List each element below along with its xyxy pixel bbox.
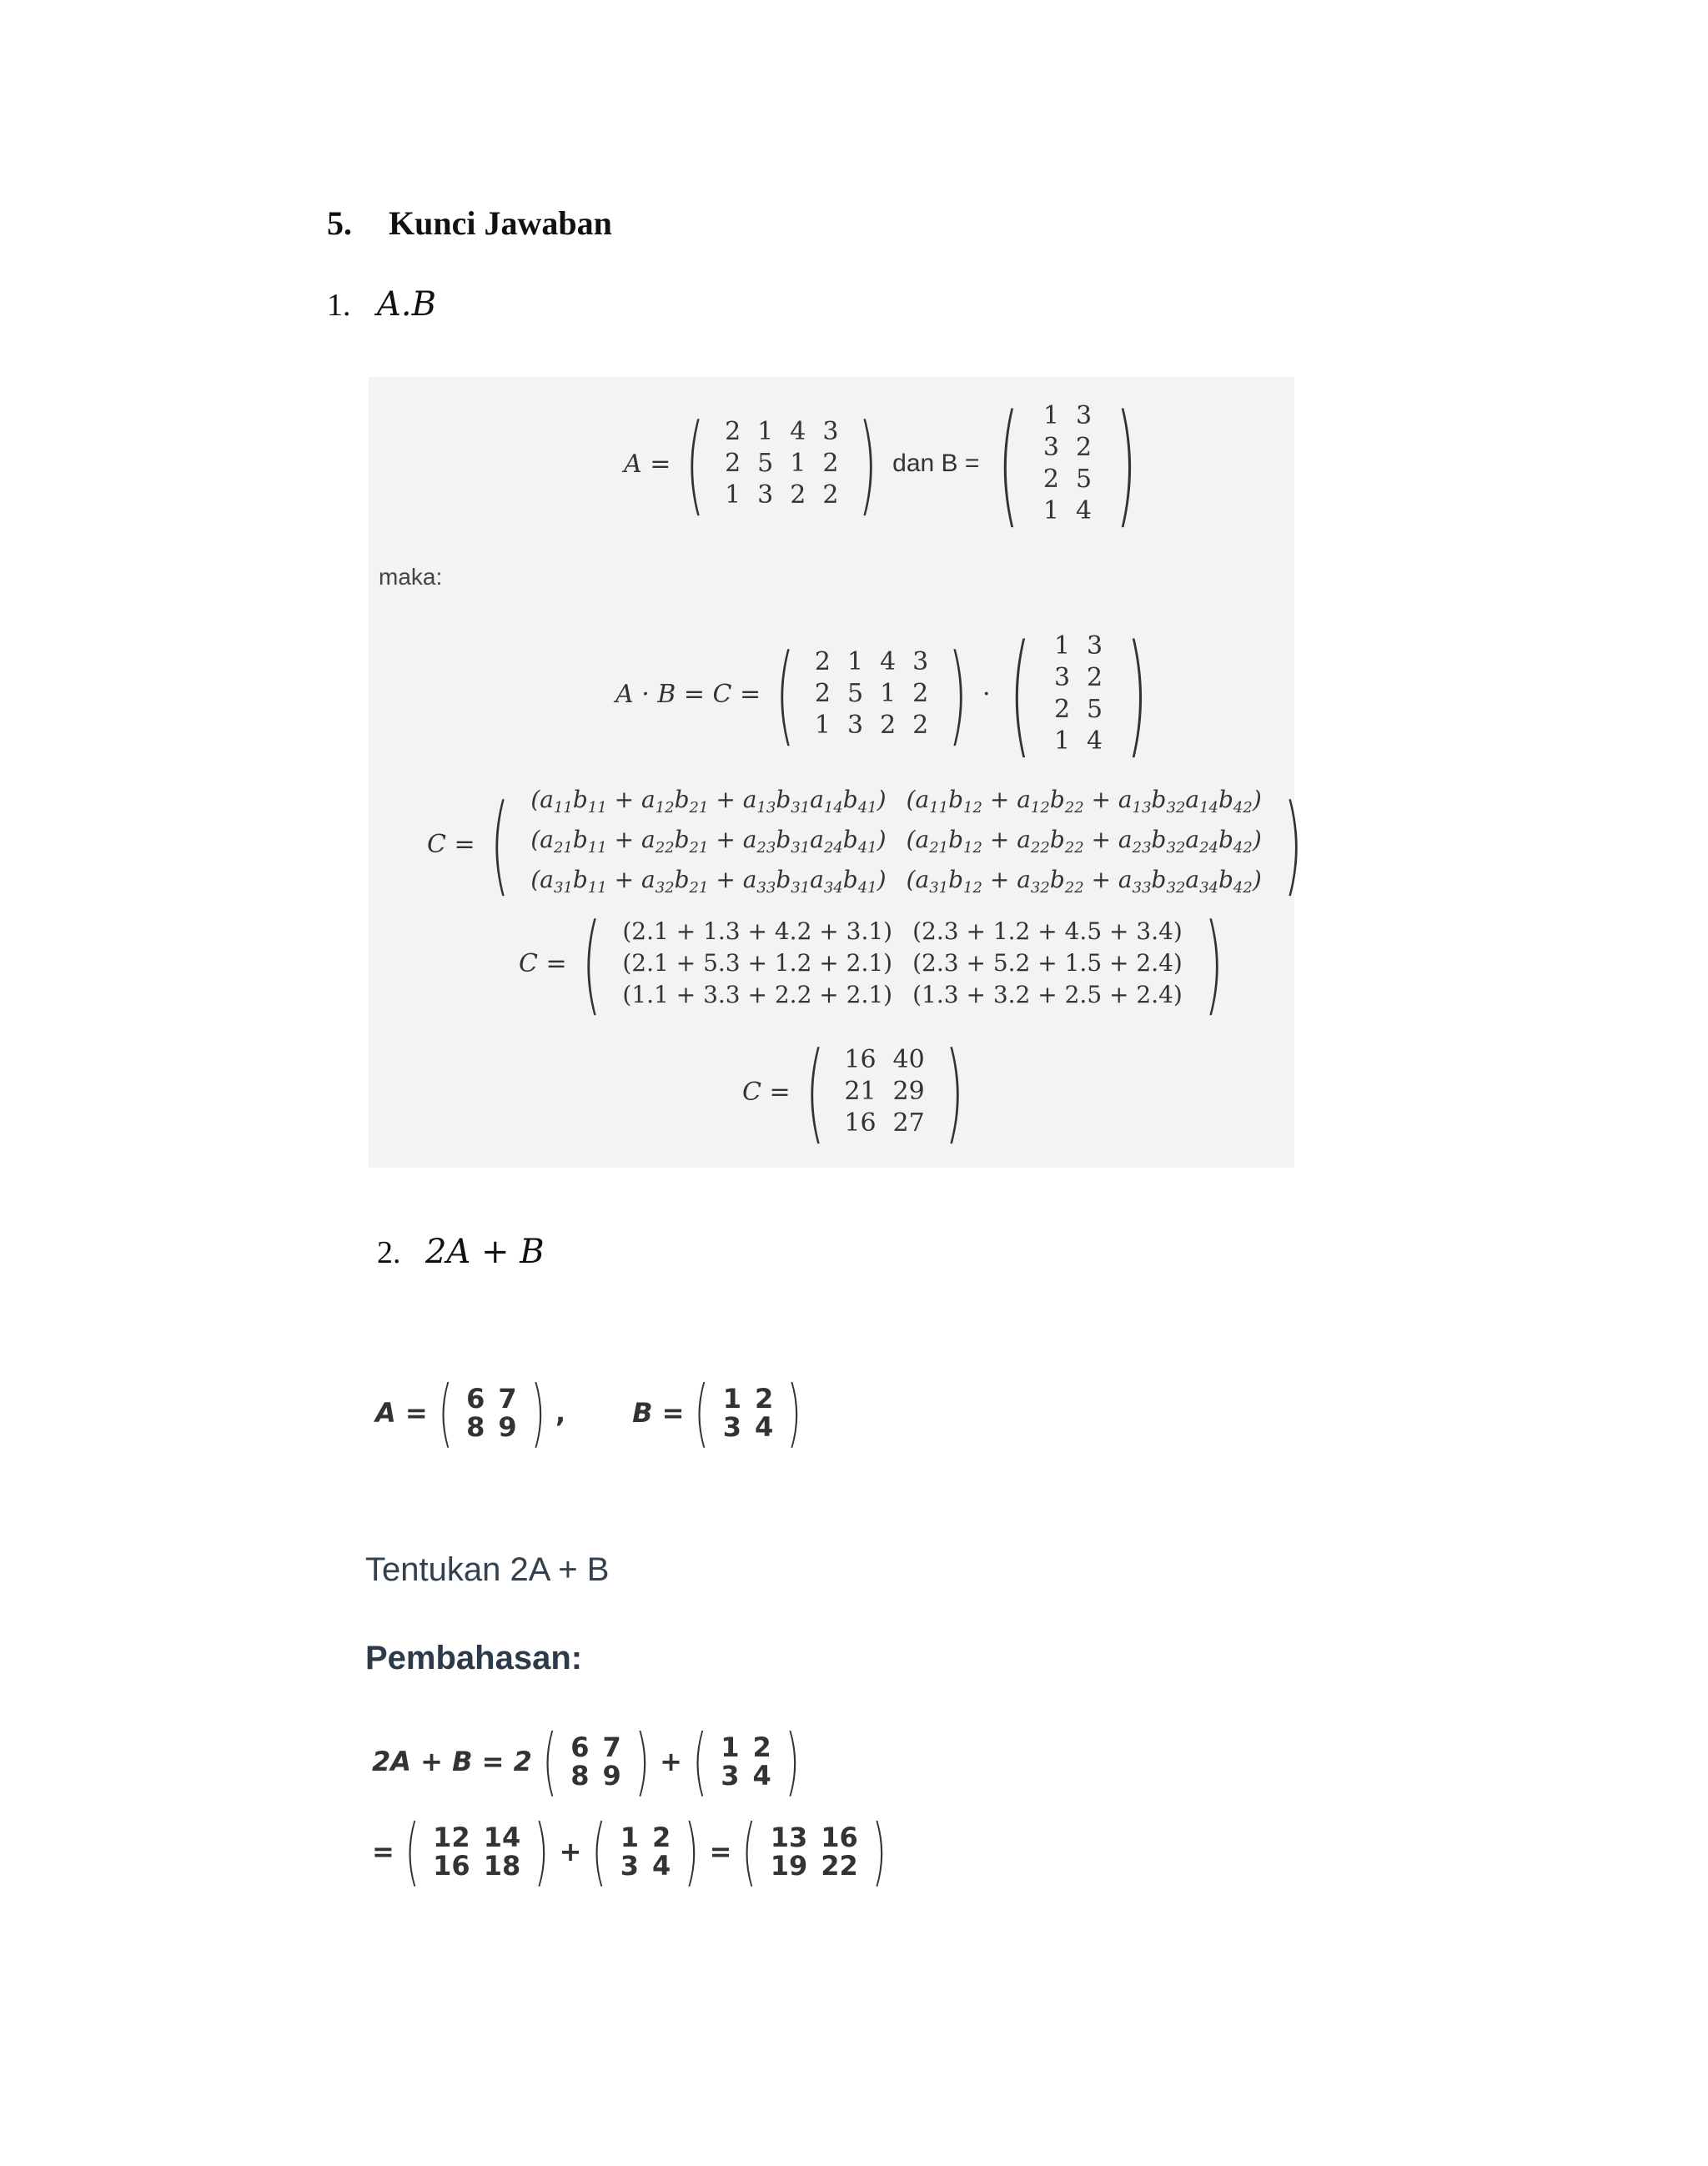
matrix-row (1046, 726, 1111, 757)
matrix-cell: 3 (822, 417, 839, 446)
matrix-cell: 1 (1042, 401, 1059, 430)
matrix-row (612, 979, 1193, 1011)
matrix-row (716, 448, 846, 480)
section-title: Kunci Jawaban (389, 204, 612, 242)
matrix-cell: 1 (757, 417, 774, 446)
left-paren: ( (998, 385, 1020, 541)
left-paren: ( (490, 781, 510, 907)
matrix-row (1035, 495, 1100, 527)
right-paren: ) (1283, 781, 1303, 907)
matrix-cell: 1 (725, 480, 741, 510)
item-2-expression: 2A + B (425, 1233, 545, 1271)
matrix-cell: 4 (1087, 726, 1103, 756)
matrix-cell: 3 (620, 1850, 639, 1882)
matrix-c-numeric (570, 900, 1235, 1027)
matrix-row (716, 416, 846, 448)
lhs: 2A + B = 2 (372, 1746, 532, 1777)
matrix-cell: 3 (721, 1760, 740, 1792)
right-paren: ) (534, 1808, 549, 1894)
solution-line-2 (372, 1808, 897, 1894)
maka-label: maka: (379, 564, 443, 590)
matrix-b (585, 1808, 706, 1894)
product-row (615, 616, 1167, 771)
matrix-c-general (479, 781, 1314, 907)
matrix-cell: 18 (483, 1850, 521, 1882)
matrix-cell: 8 (466, 1411, 485, 1443)
matrix-b (982, 385, 1152, 541)
right-paren: ) (858, 400, 878, 527)
matrix-cell: 9 (602, 1760, 621, 1792)
right-paren: ) (635, 1718, 650, 1804)
matrix-result-table (764, 1823, 865, 1880)
matrix-cell: 3 (912, 647, 929, 676)
matrix-cell: 2 (1053, 695, 1071, 724)
matrix-cell: 5 (1087, 695, 1103, 724)
matrix-cell: 16 (844, 1045, 877, 1074)
matrix-cell: 1 (721, 1731, 740, 1763)
c-result-row (742, 1028, 978, 1155)
c-numeric-row (519, 900, 1238, 1027)
matrix-b-table (1035, 400, 1100, 527)
matrix-cell: (1.3 + 3.2 + 2.5 + 2.4) (912, 981, 1183, 1008)
dan-b-label: dan B = (892, 450, 980, 477)
matrix-b-table (614, 1823, 678, 1880)
matrix-cell: 4 (790, 417, 806, 446)
section-number: 5. (327, 204, 352, 242)
matrix-cell: 2 (1042, 465, 1059, 494)
matrix-cell: 3 (1075, 401, 1093, 430)
task-text: Tentukan 2A + B (365, 1551, 610, 1588)
matrix-row (520, 784, 1271, 824)
matrix-cell: 1 (880, 679, 897, 708)
matrix-cell: $(a_{21}b_{11} + a_{22}b_{21} + a_{23}b_{31}a_{24}b_{41})$ (530, 826, 887, 857)
right-paren: ) (1115, 385, 1137, 541)
matrix-cell: 3 (757, 480, 774, 510)
right-paren: ) (684, 1808, 700, 1894)
matrix-row (1046, 662, 1111, 694)
left-paren: ( (692, 1718, 707, 1804)
matrix-cell: 27 (892, 1108, 925, 1138)
matrix-cell: 16 (433, 1850, 470, 1882)
matrix-cell: $(a_{31}b_{12} + a_{32}b_{22} + a_{33}b_{32}a_{34}b_{42})$ (906, 866, 1262, 897)
matrix-cell: 2 (912, 711, 929, 740)
matrix-row (520, 864, 1271, 904)
matrix-cell: 3 (722, 1411, 742, 1443)
matrix-a-table (564, 1733, 628, 1790)
matrix-row (1035, 432, 1100, 464)
equals: = (372, 1836, 394, 1867)
matrix-cell: (2.1 + 1.3 + 4.2 + 3.1) (622, 917, 893, 945)
matrix-cell: 2 (814, 679, 831, 708)
matrix-row (716, 480, 846, 511)
matrix-cell: 3 (1042, 433, 1059, 462)
b-label: B = (632, 1397, 685, 1429)
matrix-b-table (716, 1385, 781, 1441)
matrix-cell: 2 (755, 1383, 774, 1415)
a-label: A = (624, 449, 671, 479)
matrix-cell: 19 (770, 1850, 808, 1882)
right-paren: ) (1126, 616, 1148, 771)
matrix-cell: 29 (892, 1077, 925, 1106)
matrix-cell: 2 (880, 711, 897, 740)
matrix-cell: 2 (822, 449, 839, 478)
matrix-cell: (2.3 + 1.2 + 4.5 + 3.4) (912, 917, 1183, 945)
matrix-cell: 2 (822, 480, 839, 510)
matrix-row (836, 1044, 932, 1076)
left-paren: ( (686, 400, 706, 527)
matrix-cell: 16 (844, 1108, 877, 1138)
plus-operator: + (559, 1836, 582, 1867)
matrix-cell: 2 (725, 449, 741, 478)
left-paren: ( (805, 1028, 825, 1155)
matrix-row (612, 916, 1193, 947)
matrix-row (1046, 631, 1111, 662)
item-2-number: 2. (377, 1235, 401, 1270)
matrix-row (460, 1385, 524, 1413)
dot-operator: · (982, 679, 991, 709)
matrix-row (764, 1852, 865, 1880)
matrix-c-table (836, 1044, 932, 1139)
matrix-cell: 2 (814, 647, 831, 676)
matrix-row (1035, 400, 1100, 432)
matrix-cell: 4 (1075, 496, 1093, 525)
right-paren: ) (785, 1718, 800, 1804)
matrix-cell: 22 (821, 1850, 858, 1882)
matrix-row (806, 646, 937, 678)
matrix-cell: 4 (755, 1411, 774, 1443)
matrix-cell: $(a_{11}b_{12} + a_{12}b_{22} + a_{13}b_{32}a_{14}b_{42})$ (906, 786, 1262, 817)
given-row (375, 1369, 812, 1455)
left-paren: ( (1009, 616, 1031, 771)
matrix-a (674, 400, 889, 527)
matrix-cell: 40 (892, 1045, 925, 1074)
matrix-row (716, 1413, 781, 1441)
matrix-a-table (460, 1385, 524, 1441)
c-general-row (427, 781, 1317, 907)
left-paren: ( (404, 1808, 419, 1894)
matrix-cell: 12 (433, 1822, 470, 1853)
matrix-cell: 2 (752, 1731, 771, 1763)
matrix-cell: 2 (790, 480, 806, 510)
matrix-cell: $(a_{21}b_{12} + a_{22}b_{22} + a_{23}b_{32}a_{24}b_{42})$ (906, 826, 1262, 857)
matrix-row (836, 1108, 932, 1139)
matrix-cell: 3 (1053, 663, 1071, 692)
matrix-b (687, 1369, 808, 1455)
matrix-row (460, 1413, 524, 1441)
matrix-2a-table (426, 1823, 527, 1880)
a-label: A = (375, 1397, 428, 1429)
matrix-cell: 1 (1053, 631, 1071, 661)
right-paren: ) (786, 1369, 802, 1455)
definition-row (624, 385, 1155, 541)
matrix-b-table (1046, 631, 1111, 757)
product-label: A · B = C = (615, 679, 761, 709)
matrix-row (714, 1761, 778, 1790)
matrix-row (564, 1733, 628, 1761)
matrix-c-numeric-table (612, 916, 1193, 1011)
matrix-cell: 2 (1087, 663, 1103, 692)
c-label: C = (427, 829, 475, 859)
c-label: C = (742, 1077, 791, 1107)
matrix-a-product (764, 631, 979, 757)
matrix-b-table (714, 1733, 778, 1790)
matrix-cell: 21 (844, 1077, 877, 1106)
matrix-cell: 4 (880, 647, 897, 676)
matrix-cell: 7 (602, 1731, 621, 1763)
matrix-cell: 4 (752, 1760, 771, 1792)
plus-operator: + (660, 1746, 682, 1777)
matrix-cell: 13 (770, 1822, 808, 1853)
matrix-a-table (716, 416, 846, 511)
left-paren: ( (581, 900, 601, 1027)
matrix-row (612, 947, 1193, 979)
right-paren: ) (530, 1369, 545, 1455)
matrix-row (1035, 464, 1100, 495)
matrix-b (686, 1718, 806, 1804)
pembahasan-heading: Pembahasan: (365, 1640, 583, 1676)
matrix-cell: (1.1 + 3.3 + 2.2 + 2.1) (622, 981, 893, 1008)
matrix-cell: 6 (466, 1383, 485, 1415)
matrix-cell: 3 (846, 711, 864, 740)
matrix-cell: 5 (1075, 465, 1093, 494)
matrix-row (714, 1733, 778, 1761)
right-paren: ) (1203, 900, 1223, 1027)
matrix-cell: 14 (483, 1822, 521, 1853)
matrix-row (614, 1852, 678, 1880)
matrix-row (764, 1823, 865, 1852)
comma: , (555, 1397, 566, 1429)
matrix-cell: 9 (498, 1411, 517, 1443)
left-paren: ( (542, 1718, 557, 1804)
matrix-a (535, 1718, 656, 1804)
matrix-cell: (2.1 + 5.3 + 1.2 + 2.1) (622, 949, 893, 977)
matrix-cell: 1 (790, 449, 806, 478)
matrix-row (426, 1852, 527, 1880)
matrix-cell: 7 (498, 1383, 517, 1415)
matrix-row (836, 1076, 932, 1108)
right-paren: ) (944, 1028, 964, 1155)
matrix-cell: 3 (1087, 631, 1103, 661)
right-paren: ) (948, 631, 968, 757)
matrix-cell: 2 (1075, 433, 1093, 462)
matrix-a-table (806, 646, 937, 741)
item-1-number: 1. (327, 288, 351, 323)
matrix-cell: 1 (620, 1822, 639, 1853)
matrix-cell: 1 (1053, 726, 1071, 756)
matrix-row (564, 1761, 628, 1790)
left-paren: ( (776, 631, 795, 757)
matrix-cell: 4 (651, 1850, 671, 1882)
c-label: C = (519, 948, 567, 978)
matrix-cell: 1 (846, 647, 864, 676)
left-paren: ( (695, 1369, 710, 1455)
matrix-cell: $(a_{11}b_{11} + a_{12}b_{21} + a_{13}b_{31}a_{14}b_{41})$ (530, 786, 887, 817)
matrix-cell: $(a_{31}b_{11} + a_{32}b_{21} + a_{33}b_{31}a_{34}b_{41})$ (530, 866, 887, 897)
matrix-result (735, 1808, 893, 1894)
matrix-row (806, 678, 937, 710)
item-1-expression: A.B (377, 285, 436, 324)
matrix-cell: 2 (912, 679, 929, 708)
matrix-c-general-table (520, 784, 1271, 904)
matrix-cell: 1 (814, 711, 831, 740)
matrix-cell: 5 (757, 449, 774, 478)
matrix-cell: 1 (722, 1383, 742, 1415)
matrix-b-product (994, 616, 1163, 771)
left-paren: ( (591, 1808, 607, 1894)
matrix-a (431, 1369, 552, 1455)
matrix-row (806, 710, 937, 741)
matrix-cell: 16 (821, 1822, 858, 1853)
matrix-row (716, 1385, 781, 1413)
matrix-cell: (2.3 + 5.2 + 1.5 + 2.4) (912, 949, 1183, 977)
left-paren: ( (438, 1369, 453, 1455)
equals: = (709, 1836, 732, 1867)
solution-line-1 (372, 1718, 810, 1804)
matrix-row (520, 824, 1271, 864)
matrix-cell: 6 (570, 1731, 590, 1763)
matrix-cell: 2 (725, 417, 741, 446)
matrix-cell: 8 (570, 1760, 590, 1792)
matrix-row (1046, 694, 1111, 726)
matrix-row (426, 1823, 527, 1852)
left-paren: ( (741, 1808, 757, 1894)
matrix-2a (398, 1808, 556, 1894)
matrix-c-result (794, 1028, 976, 1155)
right-paren: ) (872, 1808, 887, 1894)
matrix-cell: 5 (846, 679, 864, 708)
matrix-row (614, 1823, 678, 1852)
matrix-cell: 2 (651, 1822, 671, 1853)
matrix-cell: 1 (1042, 496, 1059, 525)
